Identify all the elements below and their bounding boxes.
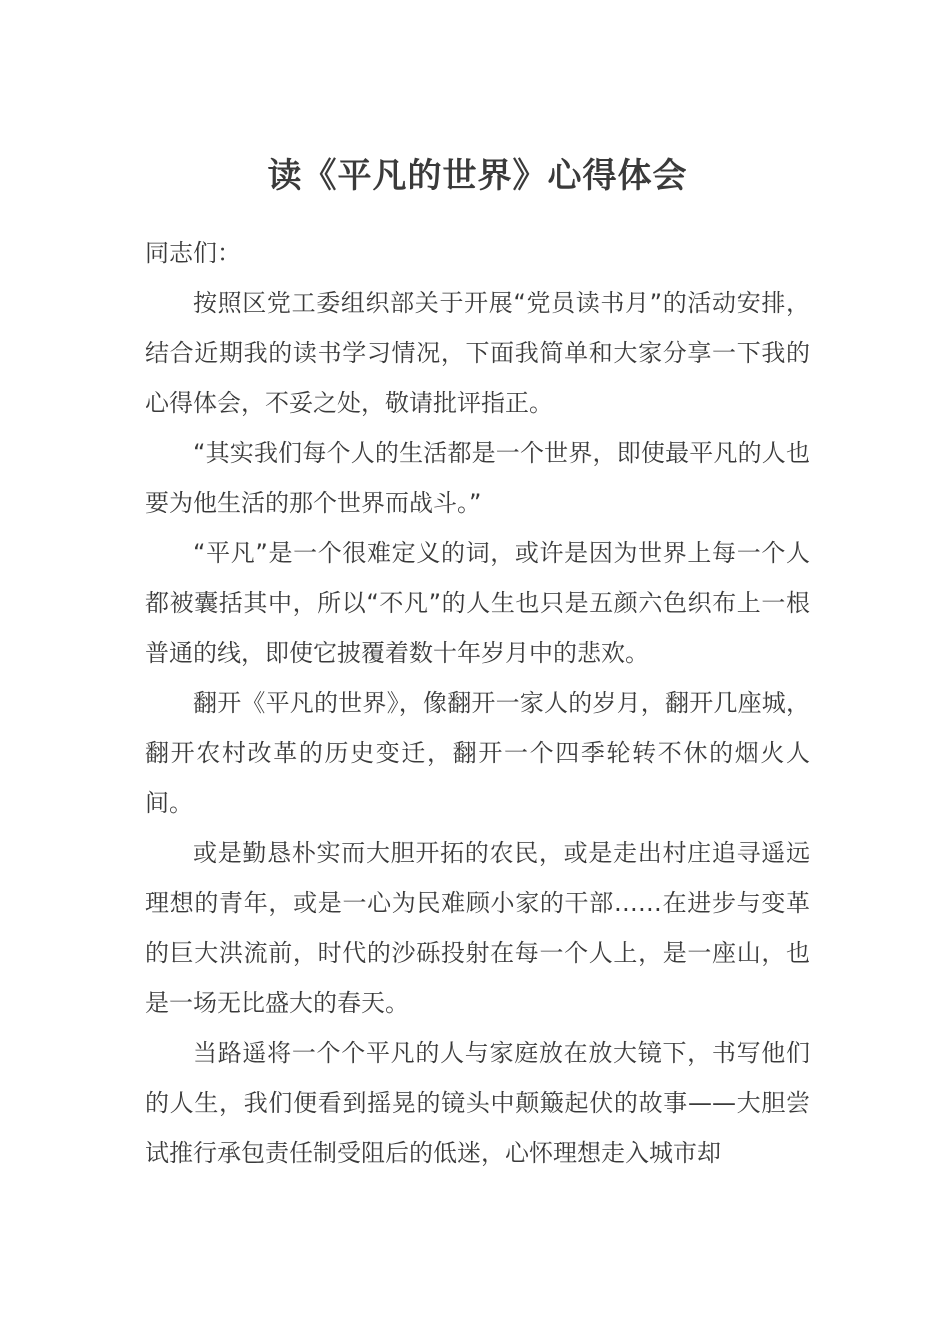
paragraph-1: 按照区党工委组织部关于开展“党员读书月”的活动安排，结合近期我的读书学习情况，下面我简单和大家分享一下我的心得体会，不妥之处，敬请批评指正。 — [145, 289, 810, 417]
document-title: 读《平凡的世界》心得体会 — [267, 156, 688, 196]
paragraph-4: 翻开《平凡的世界》，像翻开一家人的岁月，翻开几座城，翻开农村改革的历史变迁，翻开一个四季轮转不休的烟火人间。 — [145, 689, 810, 817]
paragraph-5: 或是勤恳朴实而大胆开拓的农民，或是走出村庄追寻遥远理想的青年，或是一心为民难顾小家的干部……在进步与变革的巨大洪流前，时代的沙砾投射在每一个人上，是一座山，也是一场无比盛大的春天。 — [145, 839, 810, 1017]
paragraph-3: “平凡”是一个很难定义的词，或许是因为世界上每一个人都被囊括其中，所以“不凡”的人生也只是五颜六色织布上一根普通的线，即使它披覆着数十年岁月中的悲欢。 — [145, 539, 810, 667]
document-page — [145, 150, 810, 1178]
paragraph-6: 当路遥将一个个平凡的人与家庭放在放大镜下，书写他们的人生，我们便看到摇晃的镜头中颠簸起伏的故事——大胆尝试推行承包责任制受阻后的低迷，心怀理想走入城市却 — [145, 1039, 810, 1167]
paragraph-2: “其实我们每个人的生活都是一个世界，即使最平凡的人也要为他生活的那个世界而战斗。” — [145, 439, 810, 517]
greeting: 同志们： — [145, 239, 241, 267]
